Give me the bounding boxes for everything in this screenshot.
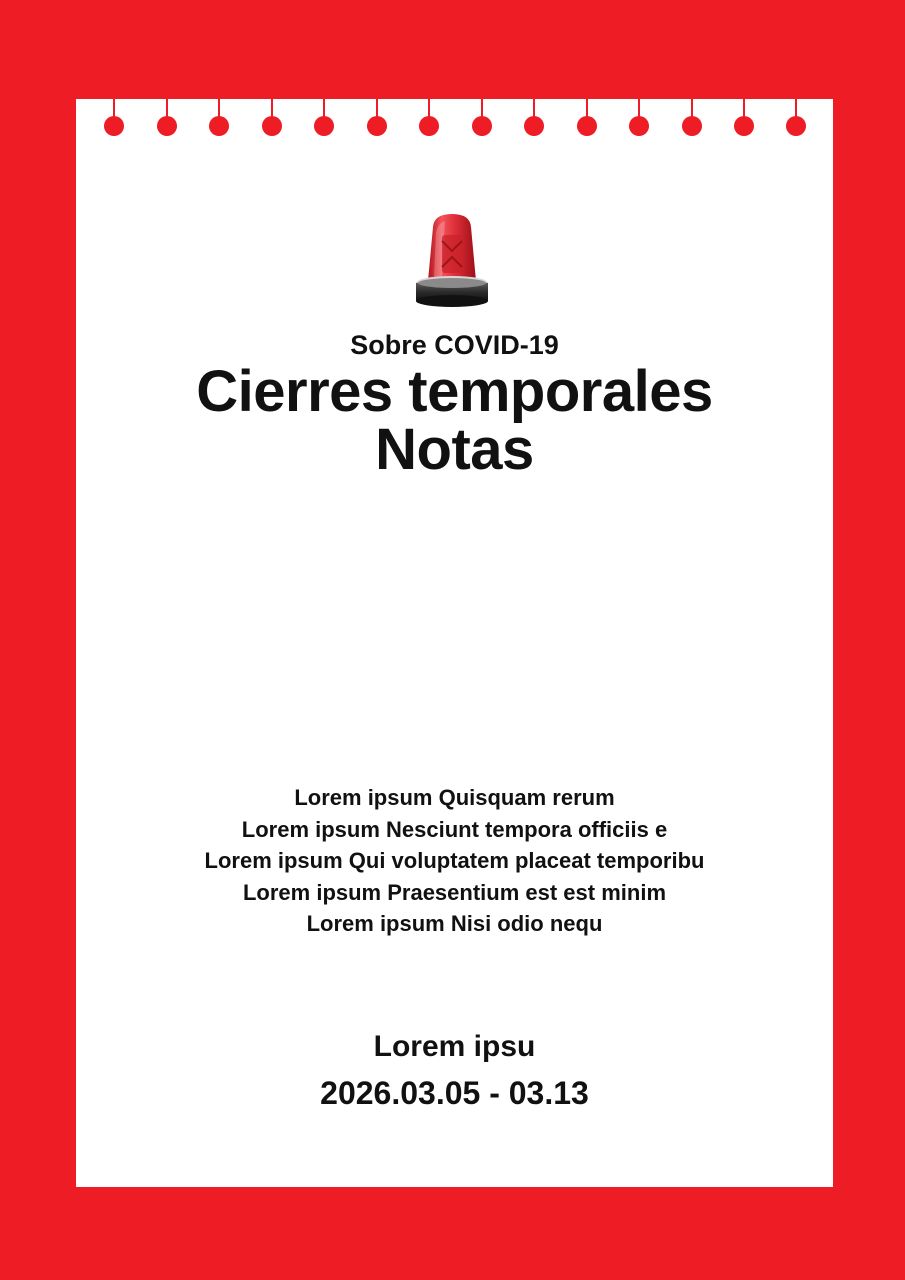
body-line: Lorem ipsum Qui voluptatem placeat temporibu	[204, 848, 705, 873]
notepad-page	[76, 99, 833, 1187]
binding-ring	[681, 99, 703, 139]
binding-ring	[103, 99, 125, 139]
binding-ring	[313, 99, 335, 139]
binding-ring	[733, 99, 755, 139]
binding-ring	[156, 99, 178, 139]
binding-ring	[523, 99, 545, 139]
binding-ring	[785, 99, 807, 139]
spiral-binding	[76, 99, 833, 139]
binding-ring	[628, 99, 650, 139]
binding-ring	[576, 99, 598, 139]
footer-label: Lorem ipsu	[373, 1030, 536, 1063]
title-line: Notas	[375, 417, 534, 482]
notice-body	[76, 782, 833, 940]
body-line: Lorem ipsum Praesentium est est minim	[242, 879, 667, 905]
binding-ring	[208, 99, 230, 139]
binding-ring	[471, 99, 493, 139]
body-line: Lorem ipsum Nisi odio nequ	[306, 911, 603, 936]
subtitle: Sobre COVID-19	[350, 330, 559, 360]
binding-ring	[418, 99, 440, 139]
binding-ring	[261, 99, 283, 139]
date-range: 2026.03.05 - 03.13	[320, 1075, 589, 1111]
page-title	[76, 359, 833, 482]
title-line: Cierres temporales	[196, 359, 713, 424]
binding-ring	[366, 99, 388, 139]
emergency-beacon-icon	[414, 211, 490, 309]
body-line: Lorem ipsum Quisquam rerum	[294, 785, 615, 810]
body-line: Lorem ipsum Nesciunt tempora officiis e	[241, 816, 668, 842]
